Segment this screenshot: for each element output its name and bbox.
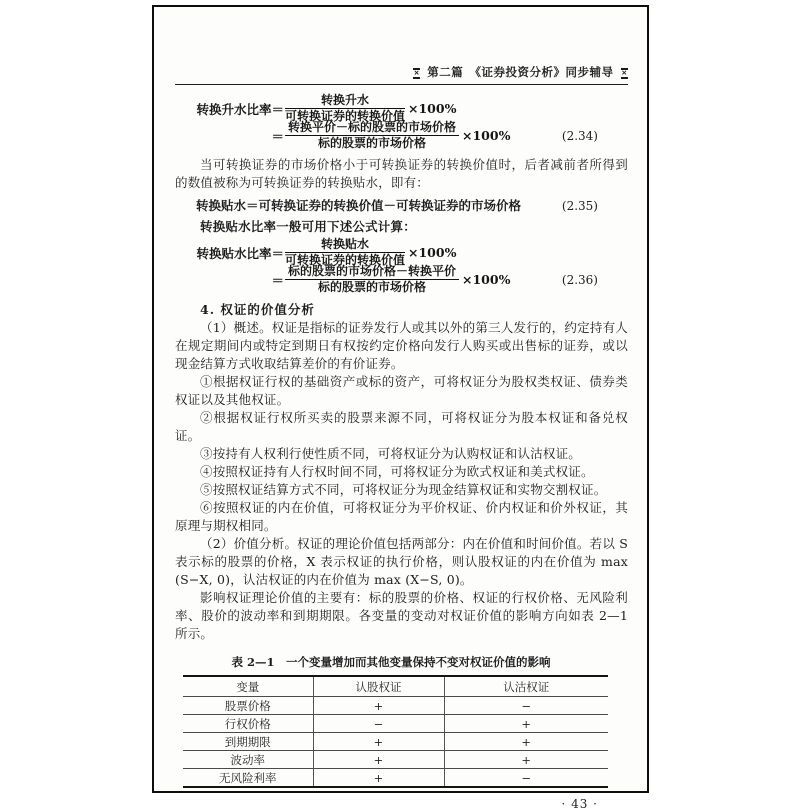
formula-2-34 [175, 95, 628, 149]
formula-2-34-line1 [196, 95, 628, 122]
page-number: · 43 · [561, 797, 598, 811]
equation-number: (2.36) [561, 272, 598, 287]
formula-text: 转换贴水＝可转换证券的转换价值－可转换证券的市场价格 [196, 198, 522, 213]
table-cell: + [444, 751, 608, 769]
paragraph-warrant-overview: （1）概述。权证是指标的证券发行人或其以外的第三人发行的，约定持有人在规定期间内或特定到期日有权按约定价格向发行人购买或出售标的证券，或以现金结算方式收取结算差价的有价证券。 [175, 320, 628, 371]
running-header [175, 65, 628, 80]
formula-2-34-line2 [196, 122, 628, 149]
formula-lhs: 转换升水比率＝ [196, 101, 284, 117]
table-cell: − [444, 769, 608, 788]
fraction-numerator: 转换升水 [285, 94, 405, 109]
table-header-call-warrant: 认股权证 [313, 676, 444, 697]
table-cell: + [313, 751, 444, 769]
formula-suffix: ×100% [462, 128, 511, 143]
table-cell: 无风险利率 [219, 770, 277, 785]
fraction [285, 121, 459, 150]
fraction [285, 265, 459, 294]
table-cell: 波动率 [183, 751, 313, 769]
table-cell: + [313, 697, 444, 715]
formula-suffix: ×100% [462, 272, 511, 287]
table-row [183, 715, 608, 733]
formula-lhs: 转换贴水比率＝ [196, 245, 284, 261]
list-item-4: ④按照权证持有人行权时间不同，可将权证分为欧式权证和美式权证。 [200, 464, 594, 479]
formula-suffix: ×100% [408, 101, 457, 116]
fraction-numerator: 标的股票的市场价格－转换平价 [285, 265, 459, 280]
table-cell: + [313, 769, 444, 788]
formula-2-36-line2 [196, 266, 628, 293]
table-row [183, 769, 608, 788]
table-cell: − [313, 715, 444, 733]
equation-number: (2.34) [561, 128, 598, 143]
table-cell: + [444, 733, 608, 751]
paragraph-conversion-discount: 当可转换证券的市场价格小于可转换证券的转换价值时，后者减前者所得到的数值被称为可转换证券的转换贴水，即有： [175, 157, 628, 190]
table-cell: + [313, 733, 444, 751]
paragraph-value-analysis: （2）价值分析。权证的理论价值包括两部分：内在价值和时间价值。若以 S 表示标的股票的价格，X 表示权证的执行价格，则认股权证的内在价值为 max (S−X, 0)，认沽权证的内在价值为 max (X−S, 0)。 [175, 536, 628, 587]
fraction-denominator: 可转换证券的转换价值 [285, 253, 406, 267]
list-item-5: ⑤按照权证结算方式不同，可将权证分为现金结算权证和实物交割权证。 [200, 482, 607, 497]
fraction-denominator: 标的股票的市场价格 [318, 280, 427, 294]
list-item-2: ②根据权证行权所买卖的股票来源不同，可将权证分为股本权证和备兑权证。 [175, 410, 628, 443]
table-header-put-warrant: 认沽权证 [444, 676, 608, 697]
list-item-6: ⑥按照权证的内在价值，可将权证分为平价权证、价内权证和价外权证，其原理与期权相同。 [175, 500, 628, 533]
book-page-frame [152, 5, 649, 811]
list-item-1: ①根据权证行权的基础资产或标的资产，可将权证分为股权类权证、债券类权证以及其他权证。 [175, 374, 628, 407]
fraction-denominator: 可转换证券的转换价值 [285, 109, 406, 123]
paragraph-formula-intro: 转换贴水比率一般可用下述公式计算： [200, 219, 416, 234]
table-cell: 行权价格 [183, 715, 313, 733]
list-item-3: ③按持有人权利行使性质不同，可将权证分为认购权证和认沽权证。 [200, 446, 582, 461]
table-row [183, 733, 608, 751]
table-row [183, 751, 608, 769]
table-cell: + [444, 715, 608, 733]
table-row [183, 697, 608, 715]
header-ornament-right-icon: ✕ [621, 69, 627, 77]
paragraph-factors: 影响权证理论价值的主要有：标的股票的价格、权证的行权价格、无风险利率、股价的波动率和到期期限。各变量的变动对权证价值的影响方向如表 2—1 所示。 [175, 590, 628, 641]
formula-2-36-line1 [196, 239, 628, 266]
fraction-numerator: 转换贴水 [285, 238, 405, 253]
section-heading-warrant-analysis: 4. 权证的价值分析 [200, 302, 315, 317]
fraction-numerator: 转换平价－标的股票的市场价格 [285, 121, 459, 136]
header-ornament-left-icon: ✕ [413, 69, 420, 77]
formula-lhs: ＝ [271, 272, 284, 288]
warrant-impact-table [183, 675, 608, 788]
table-cell: 股票价格 [183, 697, 313, 715]
equation-number: (2.35) [561, 199, 598, 213]
table-cell: 到期期限 [183, 733, 313, 751]
header-rule [175, 84, 628, 85]
formula-suffix: ×100% [408, 245, 457, 260]
fraction [285, 238, 405, 267]
formula-2-36 [175, 239, 628, 293]
fraction-denominator: 标的股票的市场价格 [318, 136, 427, 150]
table-cell: − [444, 697, 608, 715]
fraction [285, 94, 405, 123]
formula-lhs: ＝ [271, 128, 284, 144]
header-title: 第二篇 《证券投资分析》同步辅导 [427, 65, 614, 79]
table-title: 表 2—1 一个变量增加而其他变量保持不变对权证价值的影响 [231, 655, 551, 669]
formula-2-35 [196, 197, 628, 215]
table-header-row [183, 676, 608, 697]
table-header-variable: 变量 [183, 676, 313, 697]
